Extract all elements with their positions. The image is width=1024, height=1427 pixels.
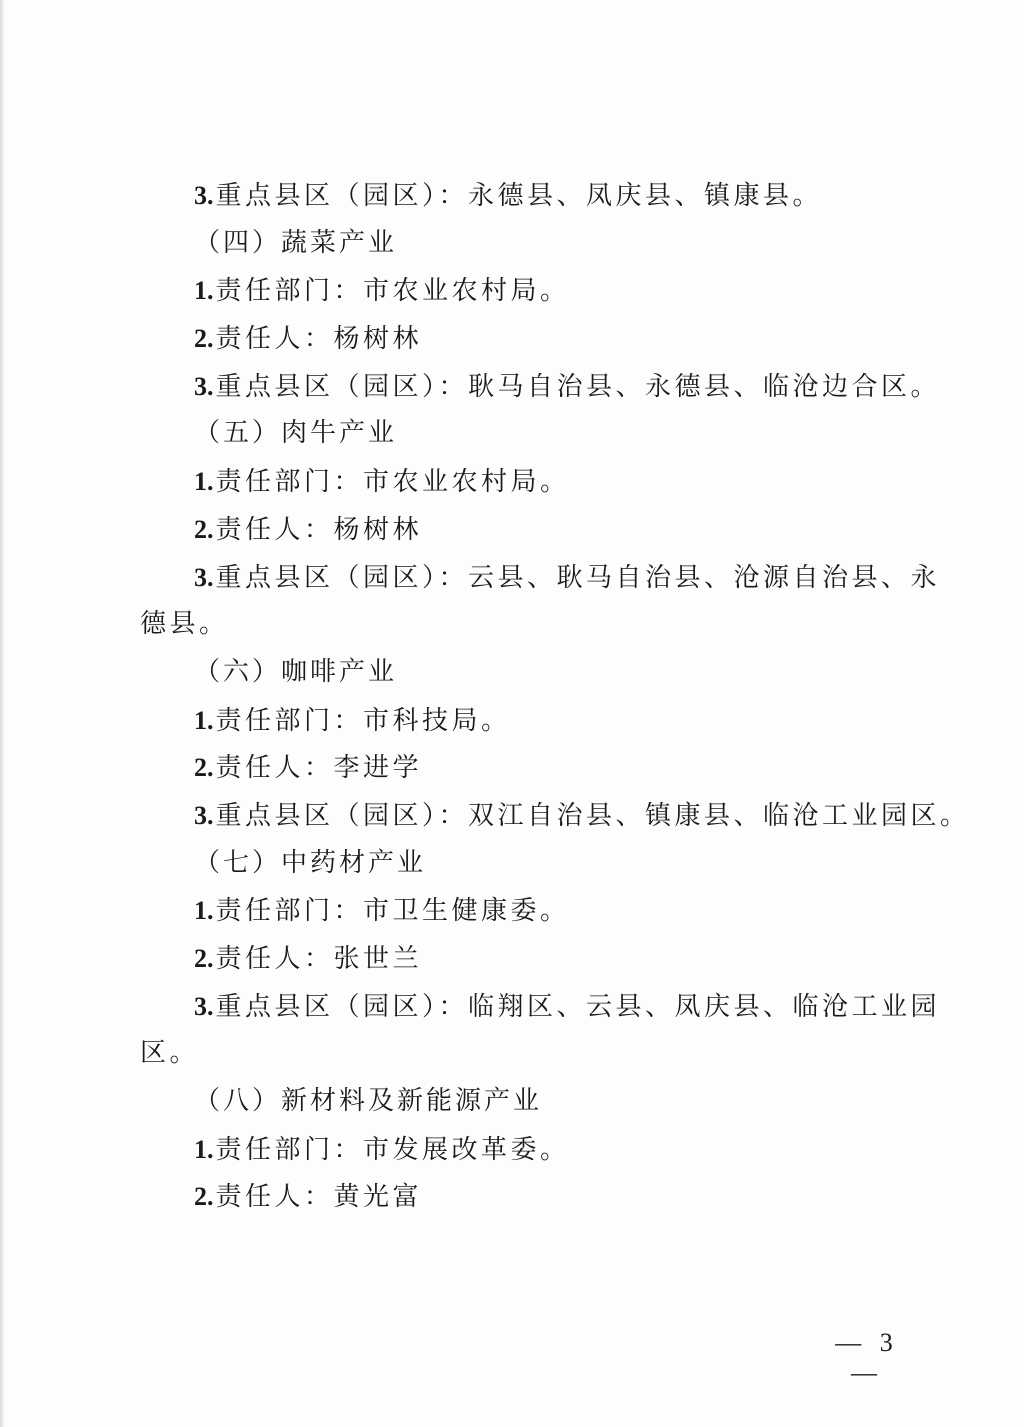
- section-heading-text: （八）新材料及新能源产业: [194, 1086, 543, 1117]
- list-item: [140, 792, 970, 840]
- list-item-continuation: [140, 601, 910, 649]
- item-number: 3.: [194, 800, 214, 830]
- section-heading: [140, 1078, 910, 1126]
- item-number: 1.: [194, 1134, 214, 1164]
- item-text: 区。: [140, 1038, 200, 1069]
- item-number: 3.: [194, 181, 214, 210]
- item-number: 2.: [194, 753, 214, 783]
- page-number: — 3 —: [835, 1328, 899, 1387]
- item-text: 德县。: [140, 609, 229, 640]
- list-item-continuation: [140, 1030, 910, 1078]
- item-number: 2.: [194, 944, 214, 973]
- list-item: [140, 458, 910, 506]
- section-heading-text: （四）蔬菜产业: [194, 227, 398, 258]
- item-number: 3.: [194, 562, 214, 592]
- item-number: 3.: [194, 371, 214, 401]
- item-number: 3.: [194, 991, 214, 1021]
- item-text: 重点县区（园区）：双江自治县、镇康县、临沧工业园区。: [215, 800, 970, 831]
- item-text: 重点县区（园区）：耿马自治县、永德县、临沧边合区。: [215, 371, 941, 402]
- item-number: 1.: [194, 896, 214, 926]
- section-heading: [140, 220, 910, 268]
- section-heading: [140, 840, 910, 888]
- list-item: [140, 744, 910, 792]
- document-body: [140, 172, 970, 1221]
- section-heading: [140, 649, 910, 697]
- item-text: 责任部门：市科技局。: [215, 705, 511, 736]
- item-text: 责任部门：市农业农村局。: [215, 467, 570, 498]
- list-item: [140, 887, 910, 935]
- list-item: [140, 983, 941, 1031]
- section-heading-text: （七）中药材产业: [194, 847, 427, 878]
- item-text: 重点县区（园区）：临翔区、云县、凤庆县、临沧工业园: [215, 991, 941, 1022]
- list-item: [140, 554, 941, 602]
- item-number: 2.: [194, 324, 214, 354]
- section-heading-text: （五）肉牛产业: [194, 418, 398, 449]
- item-text: 责任人：杨树林: [215, 514, 423, 545]
- list-item: [140, 315, 910, 363]
- section-heading-text: （六）咖啡产业: [194, 656, 398, 687]
- list-item: [140, 506, 910, 554]
- list-item: [140, 363, 941, 411]
- item-number: 2.: [194, 1182, 214, 1212]
- item-text: 责任部门：市卫生健康委。: [215, 896, 570, 927]
- list-item: [140, 935, 910, 983]
- list-item: [140, 267, 910, 315]
- item-text: 责任人：张世兰: [215, 944, 423, 974]
- item-text: 责任部门：市农业农村局。: [215, 276, 570, 307]
- item-text: 责任部门：市发展改革委。: [215, 1134, 570, 1165]
- item-text: 责任人：李进学: [215, 753, 423, 784]
- item-text: 重点县区（园区）：永德县、凤庆县、镇康县。: [215, 181, 823, 211]
- item-number: 2.: [194, 514, 214, 544]
- item-text: 重点县区（园区）：云县、耿马自治县、沧源自治县、永: [215, 562, 941, 593]
- item-text: 责任人：杨树林: [215, 324, 423, 355]
- list-item: [140, 697, 910, 745]
- list-item: [140, 1173, 910, 1221]
- item-number: 1.: [194, 705, 214, 735]
- scan-edge: [0, 0, 6, 1427]
- item-number: 1.: [194, 467, 214, 497]
- list-item: [140, 172, 910, 220]
- item-text: 责任人：黄光富: [215, 1182, 423, 1213]
- list-item: [140, 1126, 910, 1174]
- section-heading: [140, 410, 910, 458]
- item-number: 1.: [194, 276, 214, 306]
